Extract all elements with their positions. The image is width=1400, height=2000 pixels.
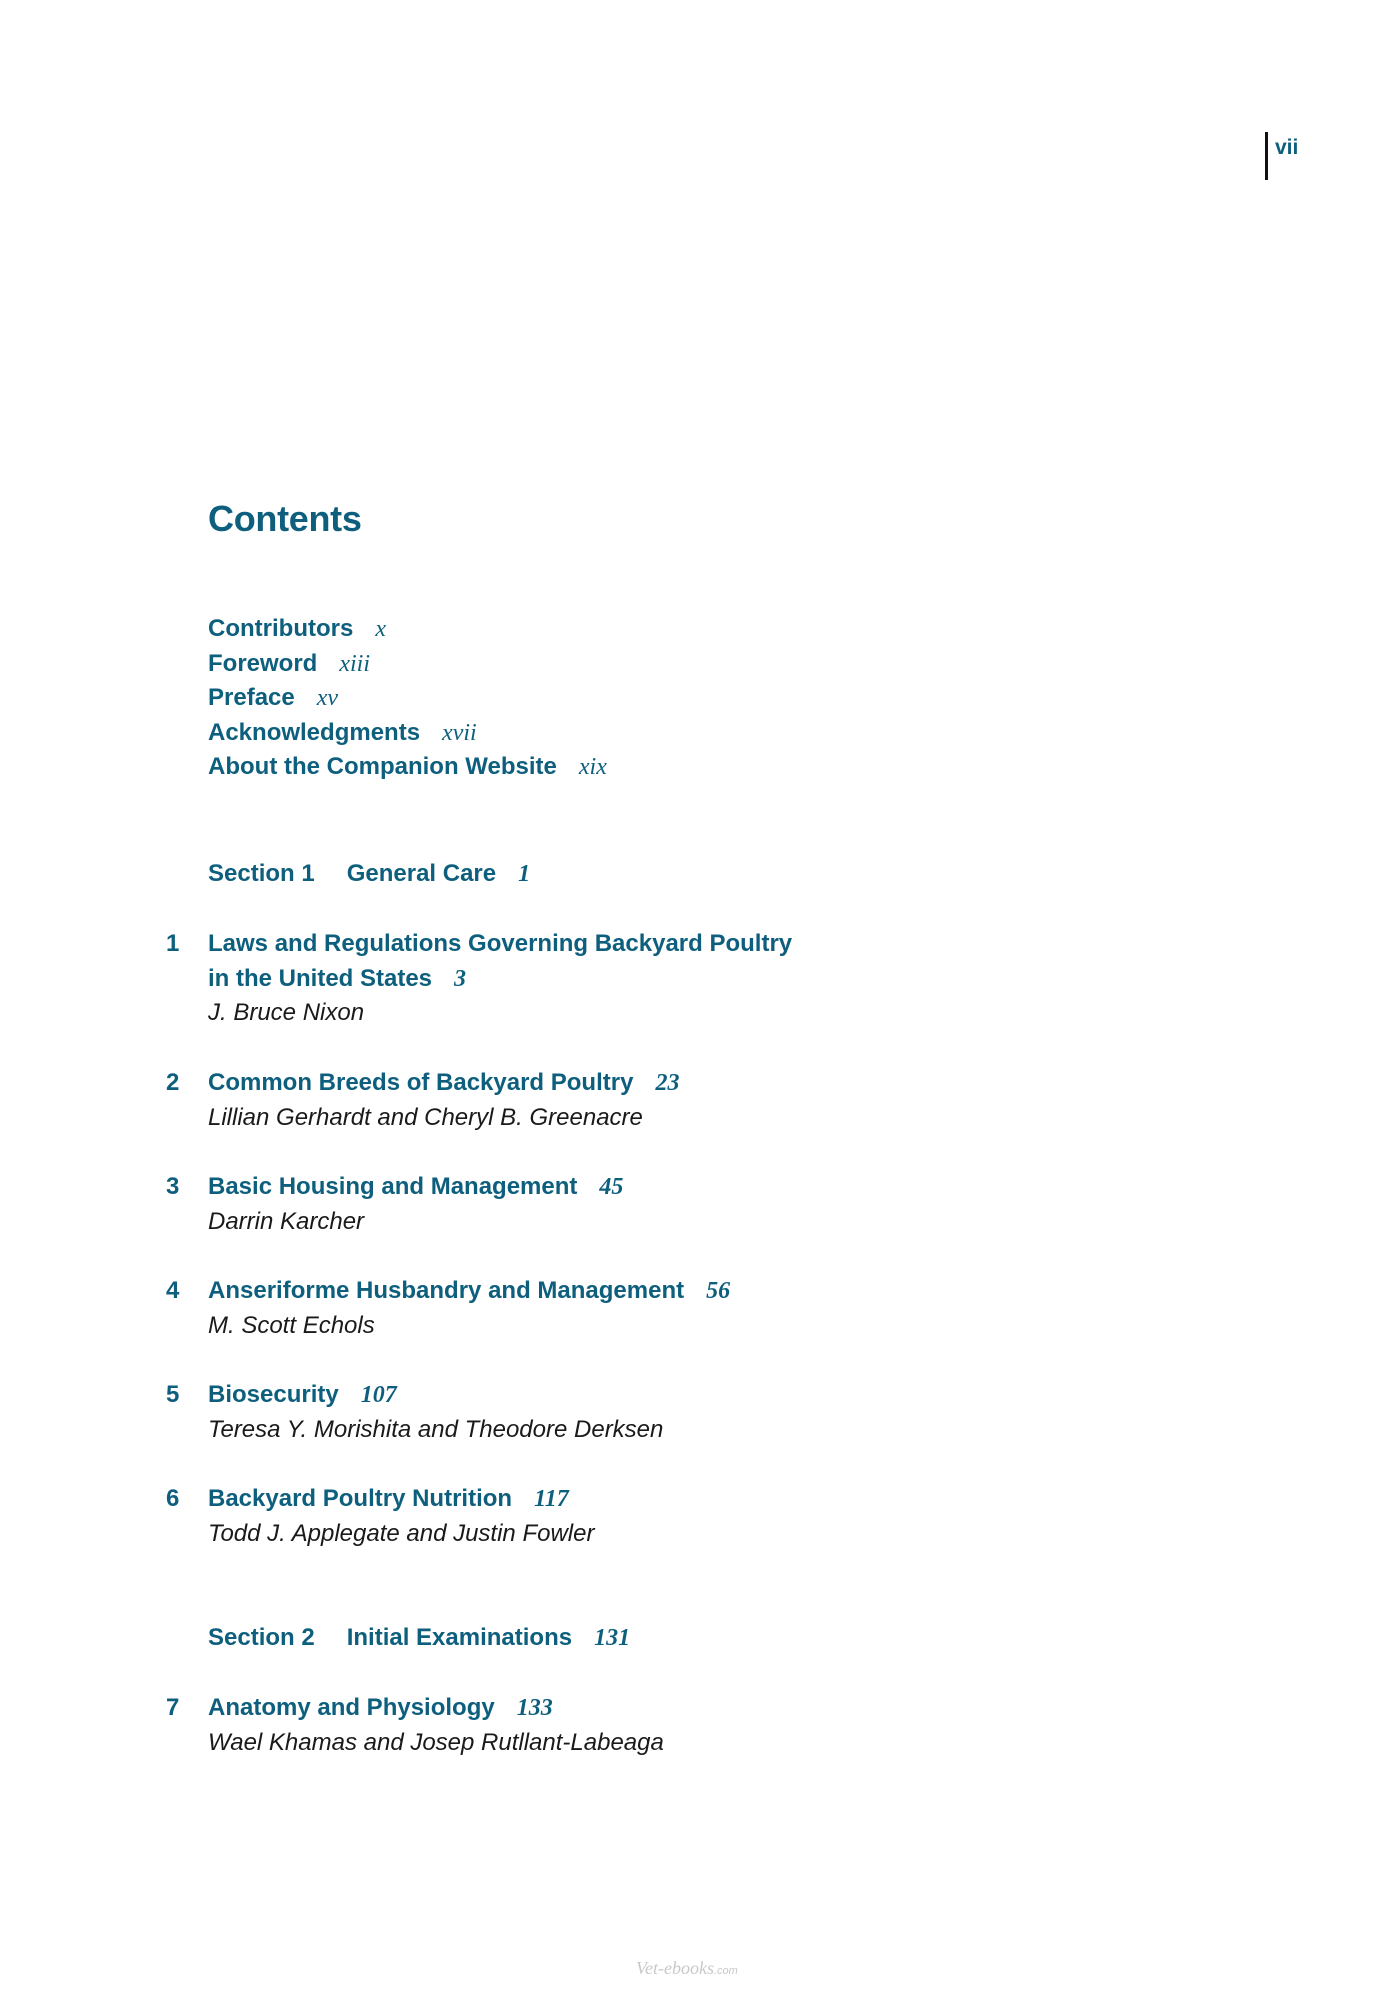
chapter-authors: M. Scott Echols (208, 1311, 375, 1339)
chapter-page: 107 (360, 1382, 397, 1408)
page-number: vii (1275, 136, 1299, 159)
toc-entry-page: xix (578, 754, 607, 781)
toc-entry-page: xv (316, 685, 339, 712)
section-label: Section 2 (208, 1624, 315, 1651)
toc-section-2[interactable] (208, 1621, 630, 1655)
section-label: Section 1 (208, 860, 315, 887)
section-page: 1 (518, 861, 531, 887)
chapter-page: 56 (706, 1278, 731, 1304)
chapter-title: Anseriforme Husbandry and Management (208, 1277, 685, 1304)
chapter-number: 1 (166, 930, 180, 957)
chapter-authors: J. Bruce Nixon (208, 999, 365, 1027)
chapter-authors: Lillian Gerhardt and Cheryl B. Greenacre (208, 1103, 643, 1131)
toc-entry-label: About the Companion Website (208, 753, 557, 781)
toc-entry-page: xvii (442, 719, 477, 746)
watermark-text: Vet-ebooks (636, 1958, 714, 1978)
chapter-title: Biosecurity (208, 1381, 339, 1408)
toc-entry-contributors[interactable] (208, 612, 607, 647)
watermark-suffix: .com (713, 1965, 738, 1977)
page-title: Contents (208, 498, 362, 539)
chapter-page: 23 (655, 1070, 680, 1096)
chapter-title: Basic Housing and Management (208, 1173, 578, 1200)
toc-entry-label: Preface (208, 684, 295, 712)
toc-entry-label: Acknowledgments (208, 718, 421, 746)
chapter-title-line-1: Laws and Regulations Governing Backyard Poultry (208, 930, 793, 957)
toc-entry-companion-website[interactable] (208, 750, 607, 785)
toc-entry-page: x (375, 616, 386, 642)
toc-entry-acknowledgments[interactable] (208, 716, 607, 751)
section-title: General Care (346, 860, 497, 887)
toc-entry-preface[interactable] (208, 681, 607, 716)
chapter-page: 45 (599, 1174, 624, 1200)
chapter-authors: Wael Khamas and Josep Rutllant-Labeaga (208, 1728, 664, 1756)
toc-section-1[interactable] (208, 857, 530, 891)
watermark (636, 1958, 738, 1979)
chapter-number: 3 (166, 1173, 180, 1200)
toc-entry-page: xiii (339, 650, 370, 677)
chapter-authors: Darrin Karcher (208, 1207, 365, 1235)
chapter-title: Backyard Poultry Nutrition (208, 1485, 513, 1512)
toc-entry-foreword[interactable] (208, 647, 607, 682)
chapter-page: 117 (534, 1486, 569, 1512)
chapter-number: 6 (166, 1485, 180, 1512)
section-page: 131 (594, 1625, 631, 1651)
chapter-authors: Todd J. Applegate and Justin Fowler (208, 1519, 595, 1547)
chapter-number: 5 (166, 1381, 180, 1408)
chapter-title-line-2: in the United States (208, 964, 433, 992)
chapter-page: 3 (454, 965, 467, 992)
page-number-rule (1265, 132, 1268, 180)
toc-entry-label: Foreword (208, 649, 318, 677)
section-title: Initial Examinations (346, 1624, 573, 1651)
toc-entry-label: Contributors (208, 615, 354, 642)
chapter-page: 133 (516, 1695, 553, 1721)
front-matter-list (208, 612, 607, 785)
chapter-title: Anatomy and Physiology (208, 1694, 495, 1721)
chapter-number: 7 (166, 1694, 180, 1721)
chapter-title: Common Breeds of Backyard Poultry (208, 1069, 634, 1096)
chapter-authors: Teresa Y. Morishita and Theodore Derksen (208, 1415, 664, 1443)
chapter-number: 2 (166, 1069, 180, 1096)
chapter-number: 4 (166, 1277, 180, 1304)
